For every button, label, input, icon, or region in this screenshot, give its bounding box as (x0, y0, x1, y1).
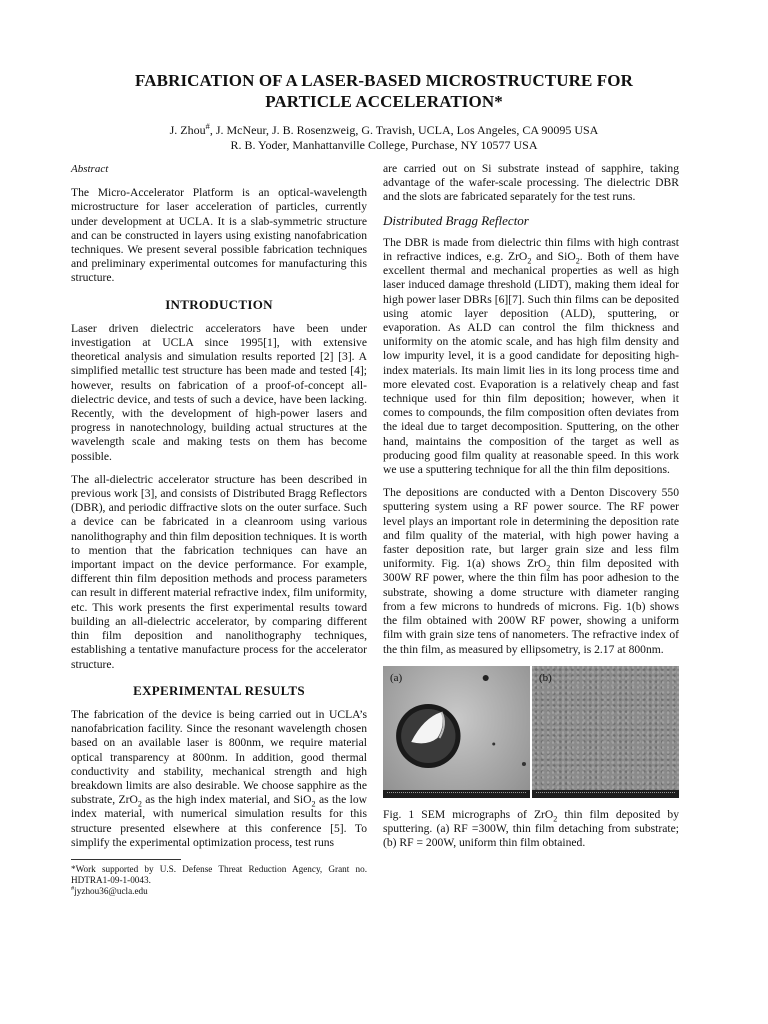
dbr-heading: Distributed Bragg Reflector (383, 212, 529, 228)
caption-text-a: Fig. 1 SEM micrographs of ZrO (383, 807, 554, 821)
dbr-text-d: The depositions are conducted with a Denton Discovery 550 sputtering system using a RF power source. The RF power level plays an important role in determining the deposition rate and film quality of the material, with high power having a faster deposition rate, but larger grain size and less film uniformity. Fig. 1(a) shows ZrO (383, 486, 679, 571)
paper-title (60, 70, 708, 112)
figure-caption (383, 808, 679, 851)
author-first: J. Zhou (169, 123, 206, 137)
dbr-text-a: The DBR is made from dielectric thin films with high contrast in refractive indices, e.g. ZrO (383, 235, 679, 264)
scale-bar-a (383, 790, 530, 798)
subscript: 2 (575, 256, 580, 266)
introduction-heading: INTRODUCTION (165, 296, 273, 312)
footnote-mark: # (71, 884, 75, 892)
dbr-text-e: thin film deposited with 300W RF power, where the thin film has poor adhesion to the substrate, showing a dome structure with diameter ranging from a few microns to hundreds of microns. Fig. 1(b) shows the film obtained with 200W RF power, showing a uniform film with grain size tens of nanometers. The refractive index of the thin film, as measured by ellipsometry, is 2.17 at 800nm. (383, 557, 679, 656)
panel-label-b: (b) (539, 671, 552, 684)
footnote-funding: *Work supported by U.S. Defense Threat Reduction Agency, Grant no. HDTRA1-09-1-0043. (71, 863, 367, 885)
right-column (383, 162, 679, 850)
introduction-paragraph-1: Laser driven dielectric accelerators have been under investigation at UCLA since 1995[1], with extensive theoretical analysis and simulation results reported [2] [3]. A simplified metallic test structure has been made and tested [4]; however, results on fabrication of a proof-of-concept all-dielectric device, and tests of such a device, have been lacking. Recently, with the development of high-power lasers and progress in nanotechnology, building actual structures at the wavelength scale and making tests on them has become possible. (71, 321, 367, 463)
sem-image-b (532, 666, 679, 798)
footnote-rule (71, 859, 181, 860)
title-line-1: FABRICATION OF A LASER-BASED MICROSTRUCTURE FOR (135, 71, 633, 90)
results-continuation: are carried out on Si substrate instead of sapphire, taking advantage of the wafer-scale processing. The dielectric DBR and the slots are fabricated separately for the test runs. (383, 162, 679, 204)
abstract-text: The Micro-Accelerator Platform is an optical-wavelength microstructure for laser acceleration of particles, currently under development at UCLA. It is a slab-symmetric structure and can be constructed in layers using existing nanofabrication techniques. We present several possible fabrication techniques and preliminary experimental outcomes for manufacturing this structure. (71, 186, 367, 285)
introduction-paragraph-2: The all-dielectric accelerator structure has been described in previous work [3], and consists of Distributed Bragg Reflectors (DBR), and periodic diffractive slots on the outer surface. Such a device can be fabricated in a cleanroom using various nanolithography and thin film deposition techniques. It is worth to mention that the fabrication techniques can have an important impact on the device performance. For example, different thin film deposition methods and process parameters can result in different material refractive index, film uniformity, etc. This work presents the first experimental results toward building an all-dielectric accelerator, by comparing different thin film deposition and nanolithography techniques, establishing a tentative manufacture process for the accelerator structure. (71, 472, 367, 671)
dbr-text-b: and SiO (531, 250, 576, 264)
footnote-email-text: jyzhou36@ucla.edu (74, 885, 148, 896)
subscript: 2 (553, 814, 558, 824)
authors-line-2: R. B. Yoder, Manhattanville College, Purchase, NY 10577 USA (230, 138, 538, 152)
authors-line-1 (60, 123, 708, 138)
scale-bar-b (532, 790, 679, 798)
results-paragraph-1 (71, 708, 367, 850)
caption-text-b: thin film deposited by sputtering. (a) RF =300W, thin film detaching from substrate; (b) RF = 200W, uniform thin film obtained. (383, 807, 680, 850)
dbr-text-c: . Both of them have excellent thermal and mechanical properties as well as high laser induced damage threshold (LIDT), making them ideal for high power laser DBRs [6][7]. Such thin films can be deposited using atomic layer deposition (ALD), sputtering, or evaporation. As ALD can control the film thickness and uniformity on the atomic scale, and has high film density and low impurity level, it is a good candidate for depositing high-index materials. Its main limit lies in its long process time and more elevated cost. Evaporation is a relatively cheap and fast technique used for thin film deposition; however, when it comes to compounds, the film composition often deviates from the ideal due to target decomposition. Sputtering, on the other hand, maintains the composition of the target as well as producing good film quality at reasonable speed. In this work we use a sputtering technique for all the thin film depositions. (383, 250, 680, 477)
author-mark: # (205, 122, 210, 131)
figure-1 (383, 666, 679, 798)
results-text-c: as the low index material, with numerical simulation results for this structure presented elsewhere at this conference [5]. To simplify the experimental optimization process, test runs (71, 793, 367, 849)
left-column (71, 162, 367, 897)
subscript: 2 (311, 799, 316, 809)
results-text-b: as the high index material, and SiO (141, 793, 312, 807)
results-heading: EXPERIMENTAL RESULTS (133, 682, 305, 698)
sem-image-a (383, 666, 530, 798)
dbr-paragraph-1 (383, 236, 679, 477)
authors-rest: , J. McNeur, J. B. Rosenzweig, G. Travish, UCLA, Los Angeles, CA 90095 USA (209, 123, 599, 137)
sem-dome-illustration (383, 666, 530, 798)
authors-block (60, 123, 708, 153)
title-line-2: PARTICLE ACCELERATION* (265, 92, 503, 111)
subscript: 2 (137, 799, 142, 809)
footnote-email (71, 886, 367, 897)
panel-label-a: (a) (390, 671, 403, 684)
dbr-paragraph-2 (383, 486, 679, 656)
subscript: 2 (546, 563, 551, 573)
subscript: 2 (527, 256, 532, 266)
abstract-label: Abstract (71, 163, 109, 175)
results-text-a: The fabrication of the device is being carried out in UCLA’s nanofabrication facility. Since the resonant wavelength chosen based on an available laser is 800nm, we require material optical transparency at 800nm. In addition, good thermal conductivity and stability, mechanical strength and high breakdown limits are also desirable. We choose sapphire as the substrate, ZrO (71, 707, 367, 807)
